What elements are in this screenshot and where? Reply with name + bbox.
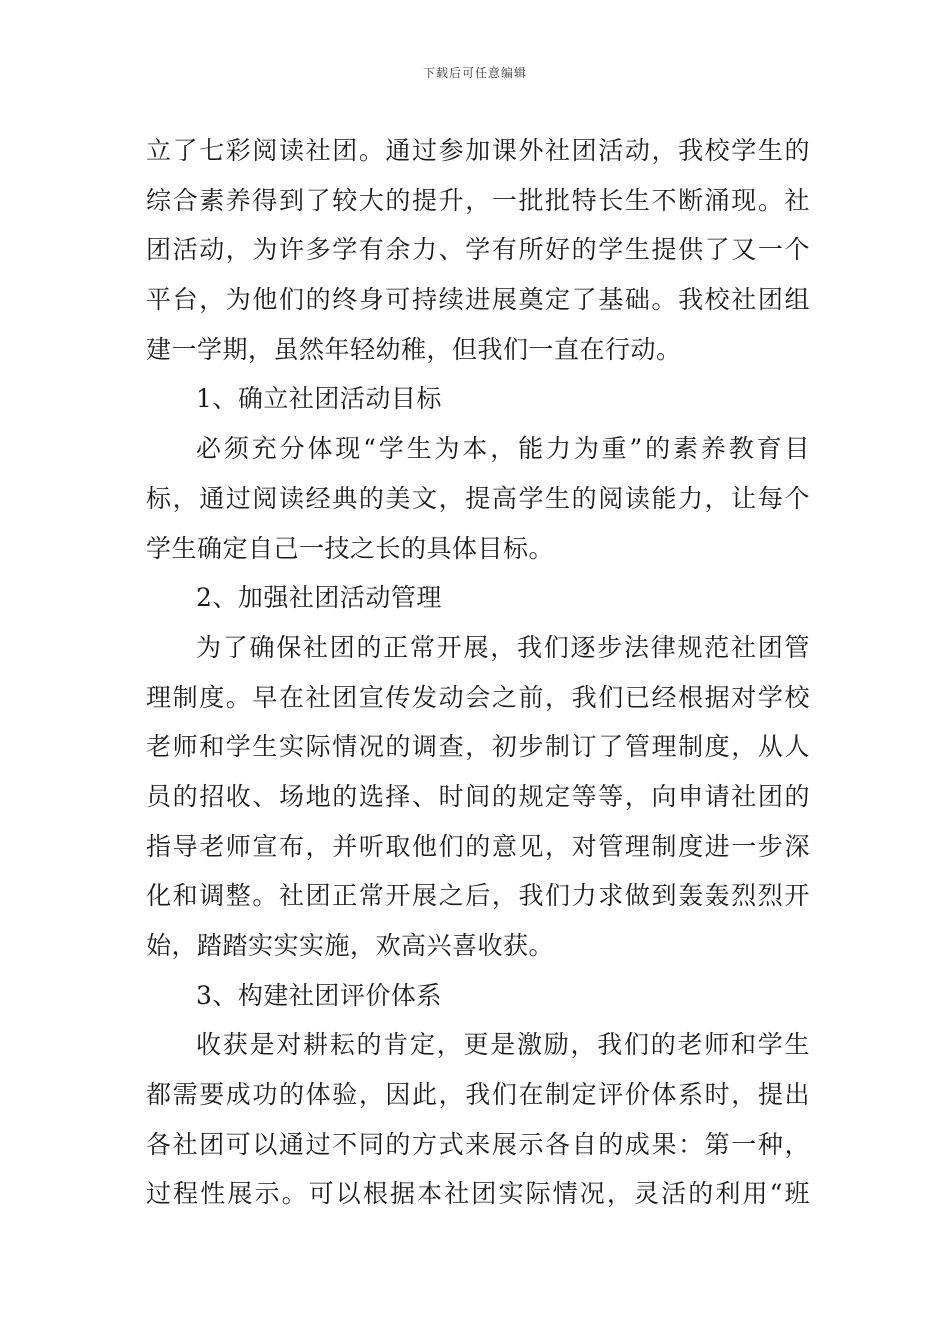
- section-heading-1: 1、确立社团活动目标: [196, 384, 442, 414]
- section-heading-3: 3、构建社团评价体系: [196, 980, 442, 1010]
- text-line-3: 团活动，为许多学有余力、学有所好的学生提供了又一个: [146, 235, 810, 265]
- text-line-22: 过程性展示。可以根据本社团实际情况，灵活的利用“班: [146, 1179, 810, 1209]
- text-line-21: 各社团可以通过不同的方式来展示各自的成果：第一种，: [146, 1129, 810, 1159]
- text-line-9: 学生确定自己一技之长的具体目标。: [146, 533, 555, 563]
- page-header-note: 下载后可任意编辑: [422, 66, 527, 80]
- text-line-15: 指导老师宣布，并听取他们的意见，对管理制度进一步深: [146, 831, 810, 861]
- text-line-14: 员的招收、场地的选择、时间的规定等等，向申请社团的: [146, 781, 810, 811]
- text-line-8: 标，通过阅读经典的美文，提高学生的阅读能力，让每个: [146, 483, 810, 513]
- text-line-7: 必须充分体现“学生为本，能力为重”的素养教育目: [196, 434, 810, 464]
- text-line-2: 综合素养得到了较大的提升，一批批特长生不断涌现。社: [146, 185, 810, 215]
- document-body: [146, 126, 810, 1219]
- text-line-13: 老师和学生实际情况的调查，初步制订了管理制度，从人: [146, 732, 810, 762]
- text-line-17: 始，踏踏实实实施，欢高兴喜收获。: [146, 931, 555, 960]
- text-line-1: 立了七彩阅读社团。通过参加课外社团活动，我校学生的: [146, 136, 810, 165]
- text-line-5: 建一学期，虽然年轻幼稚，但我们一直在行动。: [146, 334, 682, 364]
- text-line-11: 为了确保社团的正常开展，我们逐步法律规范社团管: [196, 632, 810, 662]
- text-line-20: 都需要成功的体验，因此，我们在制定评价体系时，提出: [146, 1080, 810, 1110]
- text-line-4: 平台，为他们的终身可持续进展奠定了基础。我校社团组: [146, 285, 810, 315]
- text-line-16: 化和调整。社团正常开展之后，我们力求做到轰轰烈烈开: [146, 881, 810, 911]
- text-line-19: 收获是对耕耘的肯定，更是激励，我们的老师和学生: [196, 1030, 810, 1060]
- text-line-12: 理制度。早在社团宣传发动会之前，我们已经根据对学校: [146, 682, 810, 712]
- section-heading-2: 2、加强社团活动管理: [196, 583, 442, 613]
